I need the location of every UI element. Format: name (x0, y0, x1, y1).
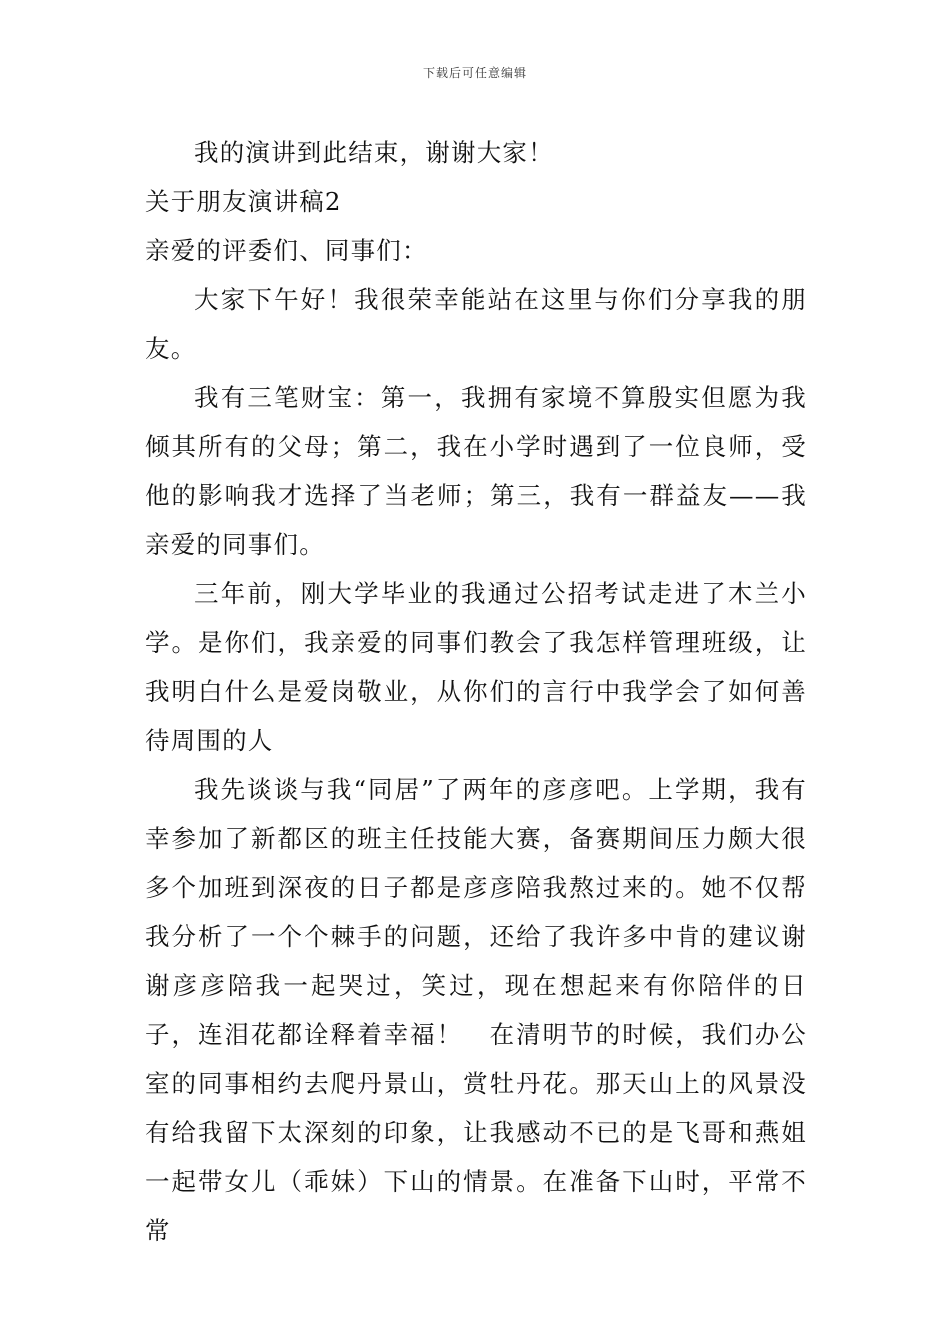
paragraph-three-years-ago: 三年前，刚大学毕业的我通过公招考试走进了木兰小学。是你们，我亲爱的同事们教会了我怎样管理班级，让我明白什么是爱岗敬业，从你们的言行中我学会了如何善待周围的人 (145, 579, 807, 755)
section-title: 关于朋友演讲稿2 (145, 187, 342, 216)
document-body (145, 128, 807, 1255)
page-header: 下载后可任意编辑 (422, 66, 527, 80)
paragraph-closing: 我的演讲到此结束，谢谢大家！ (194, 138, 554, 167)
paragraph-treasures: 我有三笔财宝：第一，我拥有家境不算殷实但愿为我倾其所有的父母；第二，我在小学时遇到了一位良师，受他的影响我才选择了当老师；第三，我有一群益友——我亲爱的同事们。 (145, 383, 807, 559)
salutation: 亲爱的评委们、同事们： (145, 236, 428, 265)
paragraph-yanyan: 我先谈谈与我“同居”了两年的彦彦吧。上学期，我有幸参加了新都区的班主任技能大赛，备赛期间压力颇大很多个加班到深夜的日子都是彦彦陪我熬过来的。她不仅帮我分析了一个个棘手的问题，还给了我许多中肯的建议谢谢彦彦陪我一起哭过，笑过，现在想起来有你陪伴的日子，连泪花都诠释着幸福！ 在清明节的时候，我们办公室的同事相约去爬丹景山，赏牡丹花。那天山上的风景没有给我留下太深刻的印象，让我感动不已的是飞哥和燕姐一起带女儿（乖妹）下山的情景。在准备下山时，平常不常 (145, 775, 807, 1245)
paragraph-greeting: 大家下午好！我很荣幸能站在这里与你们分享我的朋友。 (145, 285, 807, 363)
